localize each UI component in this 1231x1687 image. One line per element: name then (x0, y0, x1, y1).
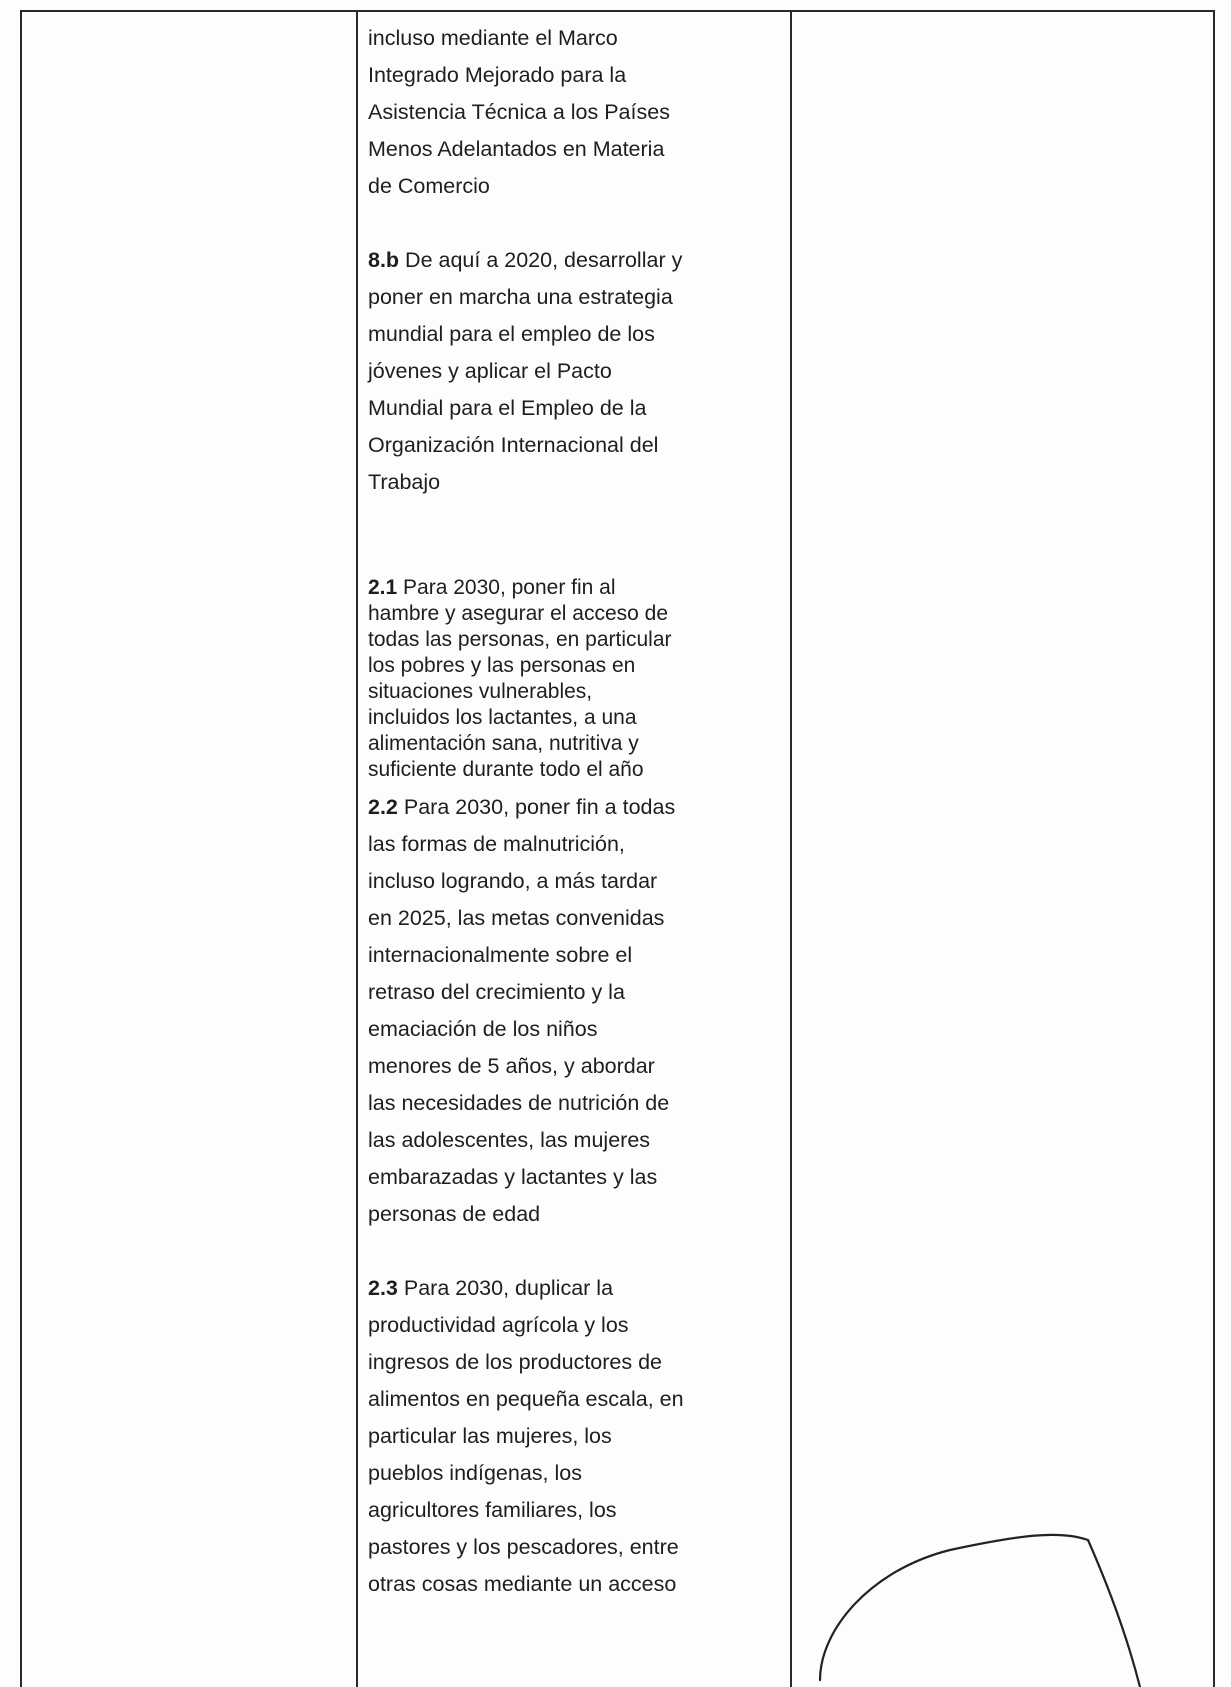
column-divider-left (356, 12, 358, 1687)
target-8b-paragraph (368, 242, 782, 501)
target-2-2-text: Para 2030, poner fin a todas las formas de malnutrición, incluso logrando, a más tardar en 2025, las metas convenidas internacionalmente sobre el retraso del crecimiento y la emaciación de los niños menores de 5 años, y abordar las necesidades de nutrición de las adolescentes, las mujeres embarazadas y lactantes y las personas de edad (368, 795, 676, 1226)
target-2-2-number: 2.2 (368, 795, 398, 819)
target-2-3-number: 2.3 (368, 1276, 398, 1300)
middle-column-cell (368, 20, 782, 1603)
intro-paragraph: incluso mediante el Marco Integrado Mejorado para la Asistencia Técnica a los Países Menos Adelantados en Materia de Comercio (368, 26, 670, 198)
target-8b-number: 8.b (368, 248, 400, 272)
target-2-1-number: 2.1 (368, 576, 398, 599)
target-2-2-paragraph (368, 789, 782, 1233)
handwritten-signature (810, 1400, 1190, 1687)
target-8b-text: De aquí a 2020, desarrollar y poner en marcha una estrategia mundial para el empleo de los jóvenes y aplicar el Pacto Mundial para el Empleo de la Organización Internacional del Trabajo (368, 248, 683, 494)
target-2-3-text: Para 2030, duplicar la productividad agrícola y los ingresos de los productores de alimentos en pequeña escala, en particular las mujeres, los pueblos indígenas, los agricultores familiares, los pastores y los pescadores, entre otras cosas mediante un acceso (368, 1276, 684, 1596)
paragraph-spacer (368, 1233, 782, 1270)
target-2-3-paragraph (368, 1270, 782, 1603)
paragraph-spacer (368, 205, 782, 242)
target-2-1-text: Para 2030, poner fin al hambre y asegurar el acceso de todas las personas, en particular los pobres y las personas en situaciones vulnerables, incluidos los lactantes, a una alimentación sana, nutritiva y suficiente durante todo el año (368, 576, 672, 781)
paragraph-spacer (368, 501, 782, 575)
target-2-1-paragraph (368, 575, 782, 783)
left-column-cell (22, 12, 356, 1687)
